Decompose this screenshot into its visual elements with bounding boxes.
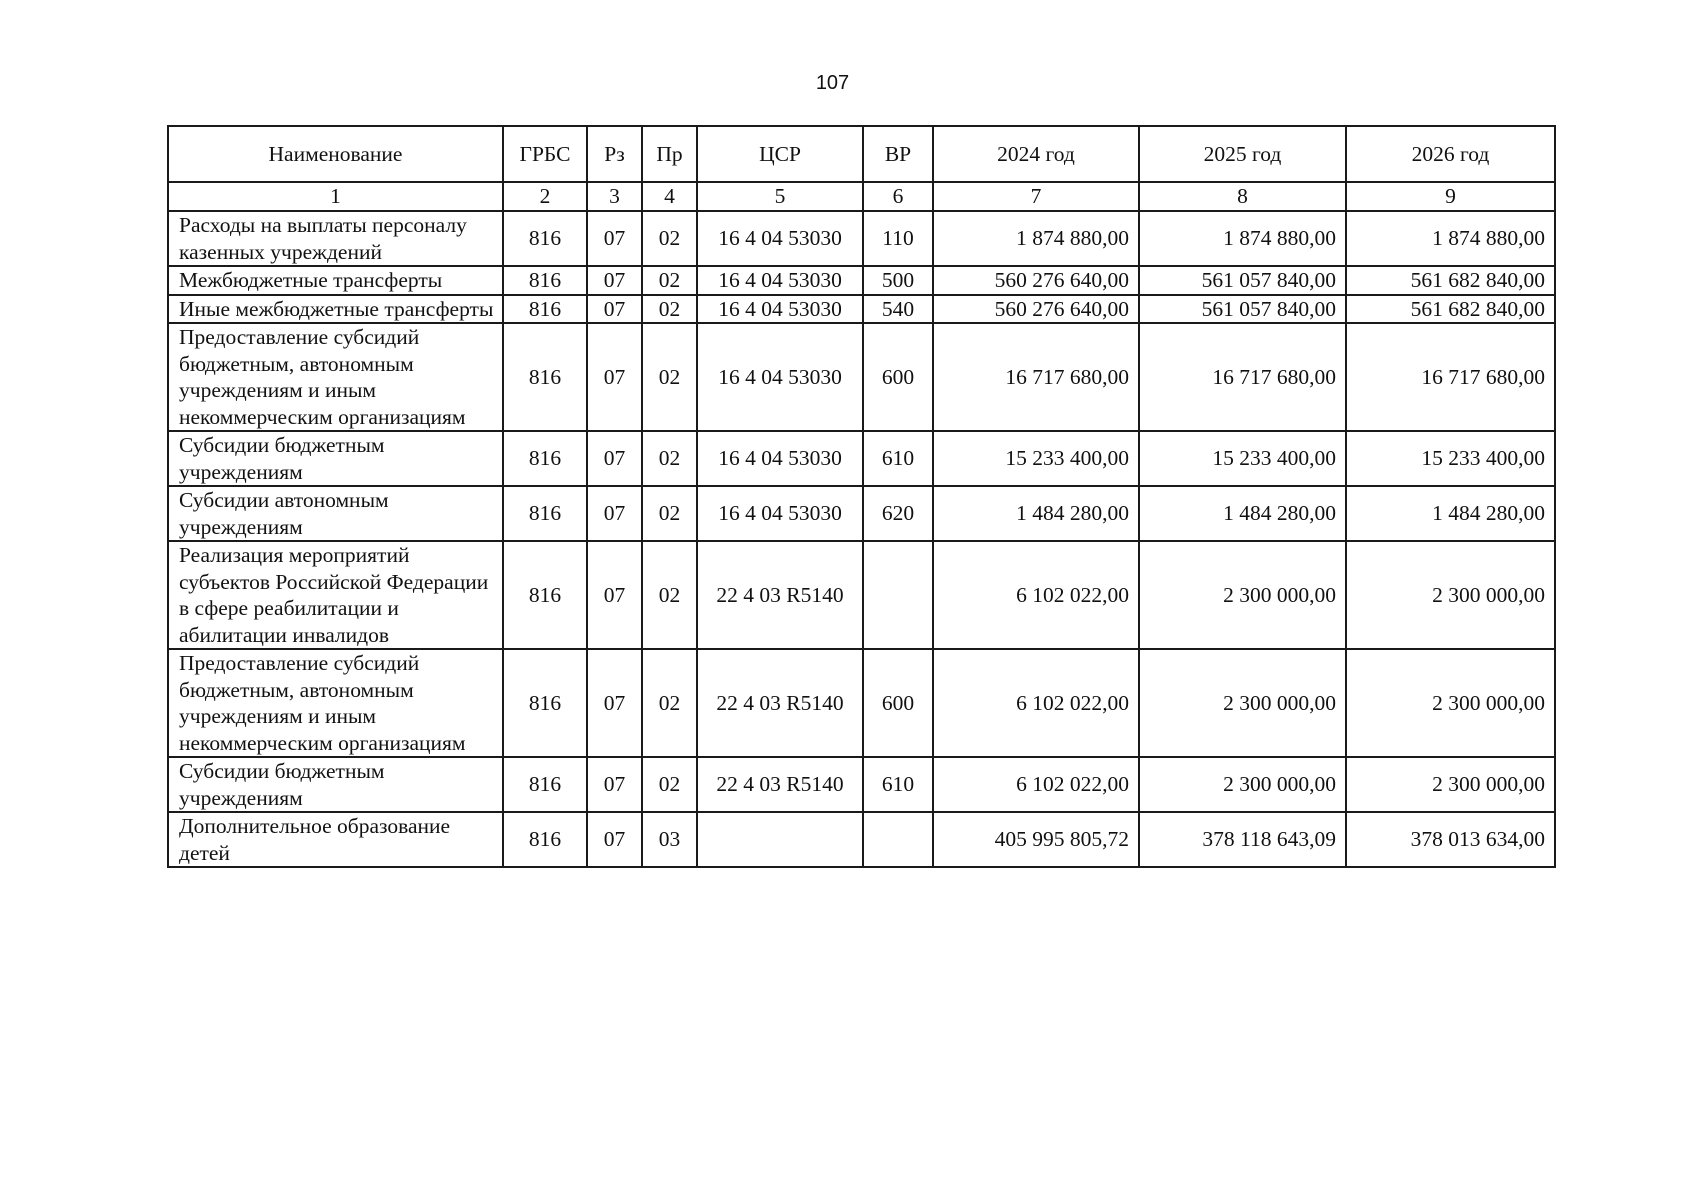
- row-pr: 02: [642, 211, 697, 266]
- header-grbs: ГРБС: [503, 126, 587, 182]
- row-vr: 600: [863, 323, 933, 431]
- row-amount-2026: 15 233 400,00: [1346, 431, 1555, 486]
- row-rz: 07: [587, 541, 642, 649]
- row-csr: 16 4 04 53030: [697, 211, 863, 266]
- table-row: [168, 295, 1555, 324]
- row-csr: 16 4 04 53030: [697, 486, 863, 541]
- row-amount-2024: 405 995 805,72: [933, 812, 1139, 867]
- row-vr: 110: [863, 211, 933, 266]
- column-number: 1: [168, 182, 503, 211]
- row-grbs: 816: [503, 295, 587, 324]
- row-rz: 07: [587, 486, 642, 541]
- row-amount-2025: 561 057 840,00: [1139, 266, 1346, 295]
- row-rz: 07: [587, 295, 642, 324]
- row-name: Дополнительное образование детей: [168, 812, 503, 867]
- row-rz: 07: [587, 211, 642, 266]
- row-grbs: 816: [503, 211, 587, 266]
- row-amount-2025: 1 874 880,00: [1139, 211, 1346, 266]
- row-amount-2026: 16 717 680,00: [1346, 323, 1555, 431]
- row-vr: [863, 812, 933, 867]
- header-vr: ВР: [863, 126, 933, 182]
- row-pr: 02: [642, 295, 697, 324]
- row-csr: [697, 812, 863, 867]
- row-amount-2026: 2 300 000,00: [1346, 541, 1555, 649]
- row-amount-2026: 1 874 880,00: [1346, 211, 1555, 266]
- table-row: [168, 649, 1555, 757]
- row-pr: 02: [642, 486, 697, 541]
- row-amount-2024: 1 874 880,00: [933, 211, 1139, 266]
- row-amount-2024: 1 484 280,00: [933, 486, 1139, 541]
- row-grbs: 816: [503, 649, 587, 757]
- row-amount-2025: 2 300 000,00: [1139, 649, 1346, 757]
- row-amount-2026: 2 300 000,00: [1346, 757, 1555, 812]
- row-rz: 07: [587, 757, 642, 812]
- row-rz: 07: [587, 431, 642, 486]
- row-csr: 16 4 04 53030: [697, 431, 863, 486]
- row-vr: 620: [863, 486, 933, 541]
- header-rz: Рз: [587, 126, 642, 182]
- row-rz: 07: [587, 323, 642, 431]
- table-row: [168, 211, 1555, 266]
- column-number: 3: [587, 182, 642, 211]
- row-amount-2024: 15 233 400,00: [933, 431, 1139, 486]
- row-amount-2026: 561 682 840,00: [1346, 295, 1555, 324]
- row-name: Предоставление субсидий бюджетным, автономным учреждениям и иным некоммерческим организациям: [168, 649, 503, 757]
- row-rz: 07: [587, 812, 642, 867]
- row-amount-2024: 6 102 022,00: [933, 757, 1139, 812]
- table-row: [168, 541, 1555, 649]
- row-rz: 07: [587, 649, 642, 757]
- header-2024: 2024 год: [933, 126, 1139, 182]
- row-grbs: 816: [503, 266, 587, 295]
- row-grbs: 816: [503, 541, 587, 649]
- row-vr: 610: [863, 431, 933, 486]
- header-row: [168, 126, 1555, 182]
- row-grbs: 816: [503, 431, 587, 486]
- row-name: Субсидии автономным учреждениям: [168, 486, 503, 541]
- row-vr: [863, 541, 933, 649]
- header-2026: 2026 год: [1346, 126, 1555, 182]
- row-name: Межбюджетные трансферты: [168, 266, 503, 295]
- row-pr: 02: [642, 541, 697, 649]
- row-amount-2026: 378 013 634,00: [1346, 812, 1555, 867]
- column-number: 2: [503, 182, 587, 211]
- column-number: 6: [863, 182, 933, 211]
- row-amount-2025: 16 717 680,00: [1139, 323, 1346, 431]
- row-csr: 16 4 04 53030: [697, 266, 863, 295]
- row-pr: 02: [642, 757, 697, 812]
- row-amount-2025: 561 057 840,00: [1139, 295, 1346, 324]
- row-csr: 16 4 04 53030: [697, 295, 863, 324]
- column-number-row: [168, 182, 1555, 211]
- table-row: [168, 431, 1555, 486]
- budget-table: [167, 125, 1556, 868]
- row-pr: 02: [642, 649, 697, 757]
- row-amount-2025: 378 118 643,09: [1139, 812, 1346, 867]
- row-amount-2024: 6 102 022,00: [933, 541, 1139, 649]
- row-grbs: 816: [503, 486, 587, 541]
- row-amount-2025: 15 233 400,00: [1139, 431, 1346, 486]
- row-grbs: 816: [503, 812, 587, 867]
- row-name: Субсидии бюджетным учреждениям: [168, 757, 503, 812]
- row-name: Иные межбюджетные трансферты: [168, 295, 503, 324]
- row-name: Расходы на выплаты персоналу казенных учреждений: [168, 211, 503, 266]
- row-amount-2024: 6 102 022,00: [933, 649, 1139, 757]
- row-amount-2025: 2 300 000,00: [1139, 757, 1346, 812]
- table-row: [168, 266, 1555, 295]
- row-name: Реализация мероприятий субъектов Российской Федерации в сфере реабилитации и абилитации инвалидов: [168, 541, 503, 649]
- row-grbs: 816: [503, 323, 587, 431]
- row-name: Субсидии бюджетным учреждениям: [168, 431, 503, 486]
- column-number: 4: [642, 182, 697, 211]
- row-amount-2026: 561 682 840,00: [1346, 266, 1555, 295]
- page-number: 107: [815, 72, 850, 94]
- row-pr: 02: [642, 323, 697, 431]
- row-pr: 02: [642, 266, 697, 295]
- header-2025: 2025 год: [1139, 126, 1346, 182]
- row-pr: 02: [642, 431, 697, 486]
- row-csr: 22 4 03 R5140: [697, 541, 863, 649]
- row-amount-2024: 560 276 640,00: [933, 266, 1139, 295]
- row-amount-2025: 1 484 280,00: [1139, 486, 1346, 541]
- row-name: Предоставление субсидий бюджетным, автономным учреждениям и иным некоммерческим организациям: [168, 323, 503, 431]
- row-vr: 540: [863, 295, 933, 324]
- row-csr: 22 4 03 R5140: [697, 649, 863, 757]
- row-amount-2026: 1 484 280,00: [1346, 486, 1555, 541]
- table-row: [168, 323, 1555, 431]
- header-pr: Пр: [642, 126, 697, 182]
- row-vr: 600: [863, 649, 933, 757]
- table-row: [168, 812, 1555, 867]
- row-grbs: 816: [503, 757, 587, 812]
- header-csr: ЦСР: [697, 126, 863, 182]
- column-number: 8: [1139, 182, 1346, 211]
- row-rz: 07: [587, 266, 642, 295]
- table-row: [168, 757, 1555, 812]
- column-number: 9: [1346, 182, 1555, 211]
- row-amount-2025: 2 300 000,00: [1139, 541, 1346, 649]
- row-amount-2026: 2 300 000,00: [1346, 649, 1555, 757]
- column-number: 5: [697, 182, 863, 211]
- row-pr: 03: [642, 812, 697, 867]
- row-csr: 16 4 04 53030: [697, 323, 863, 431]
- table-row: [168, 486, 1555, 541]
- row-amount-2024: 560 276 640,00: [933, 295, 1139, 324]
- column-number: 7: [933, 182, 1139, 211]
- row-csr: 22 4 03 R5140: [697, 757, 863, 812]
- row-amount-2024: 16 717 680,00: [933, 323, 1139, 431]
- row-vr: 500: [863, 266, 933, 295]
- header-name: Наименование: [168, 126, 503, 182]
- row-vr: 610: [863, 757, 933, 812]
